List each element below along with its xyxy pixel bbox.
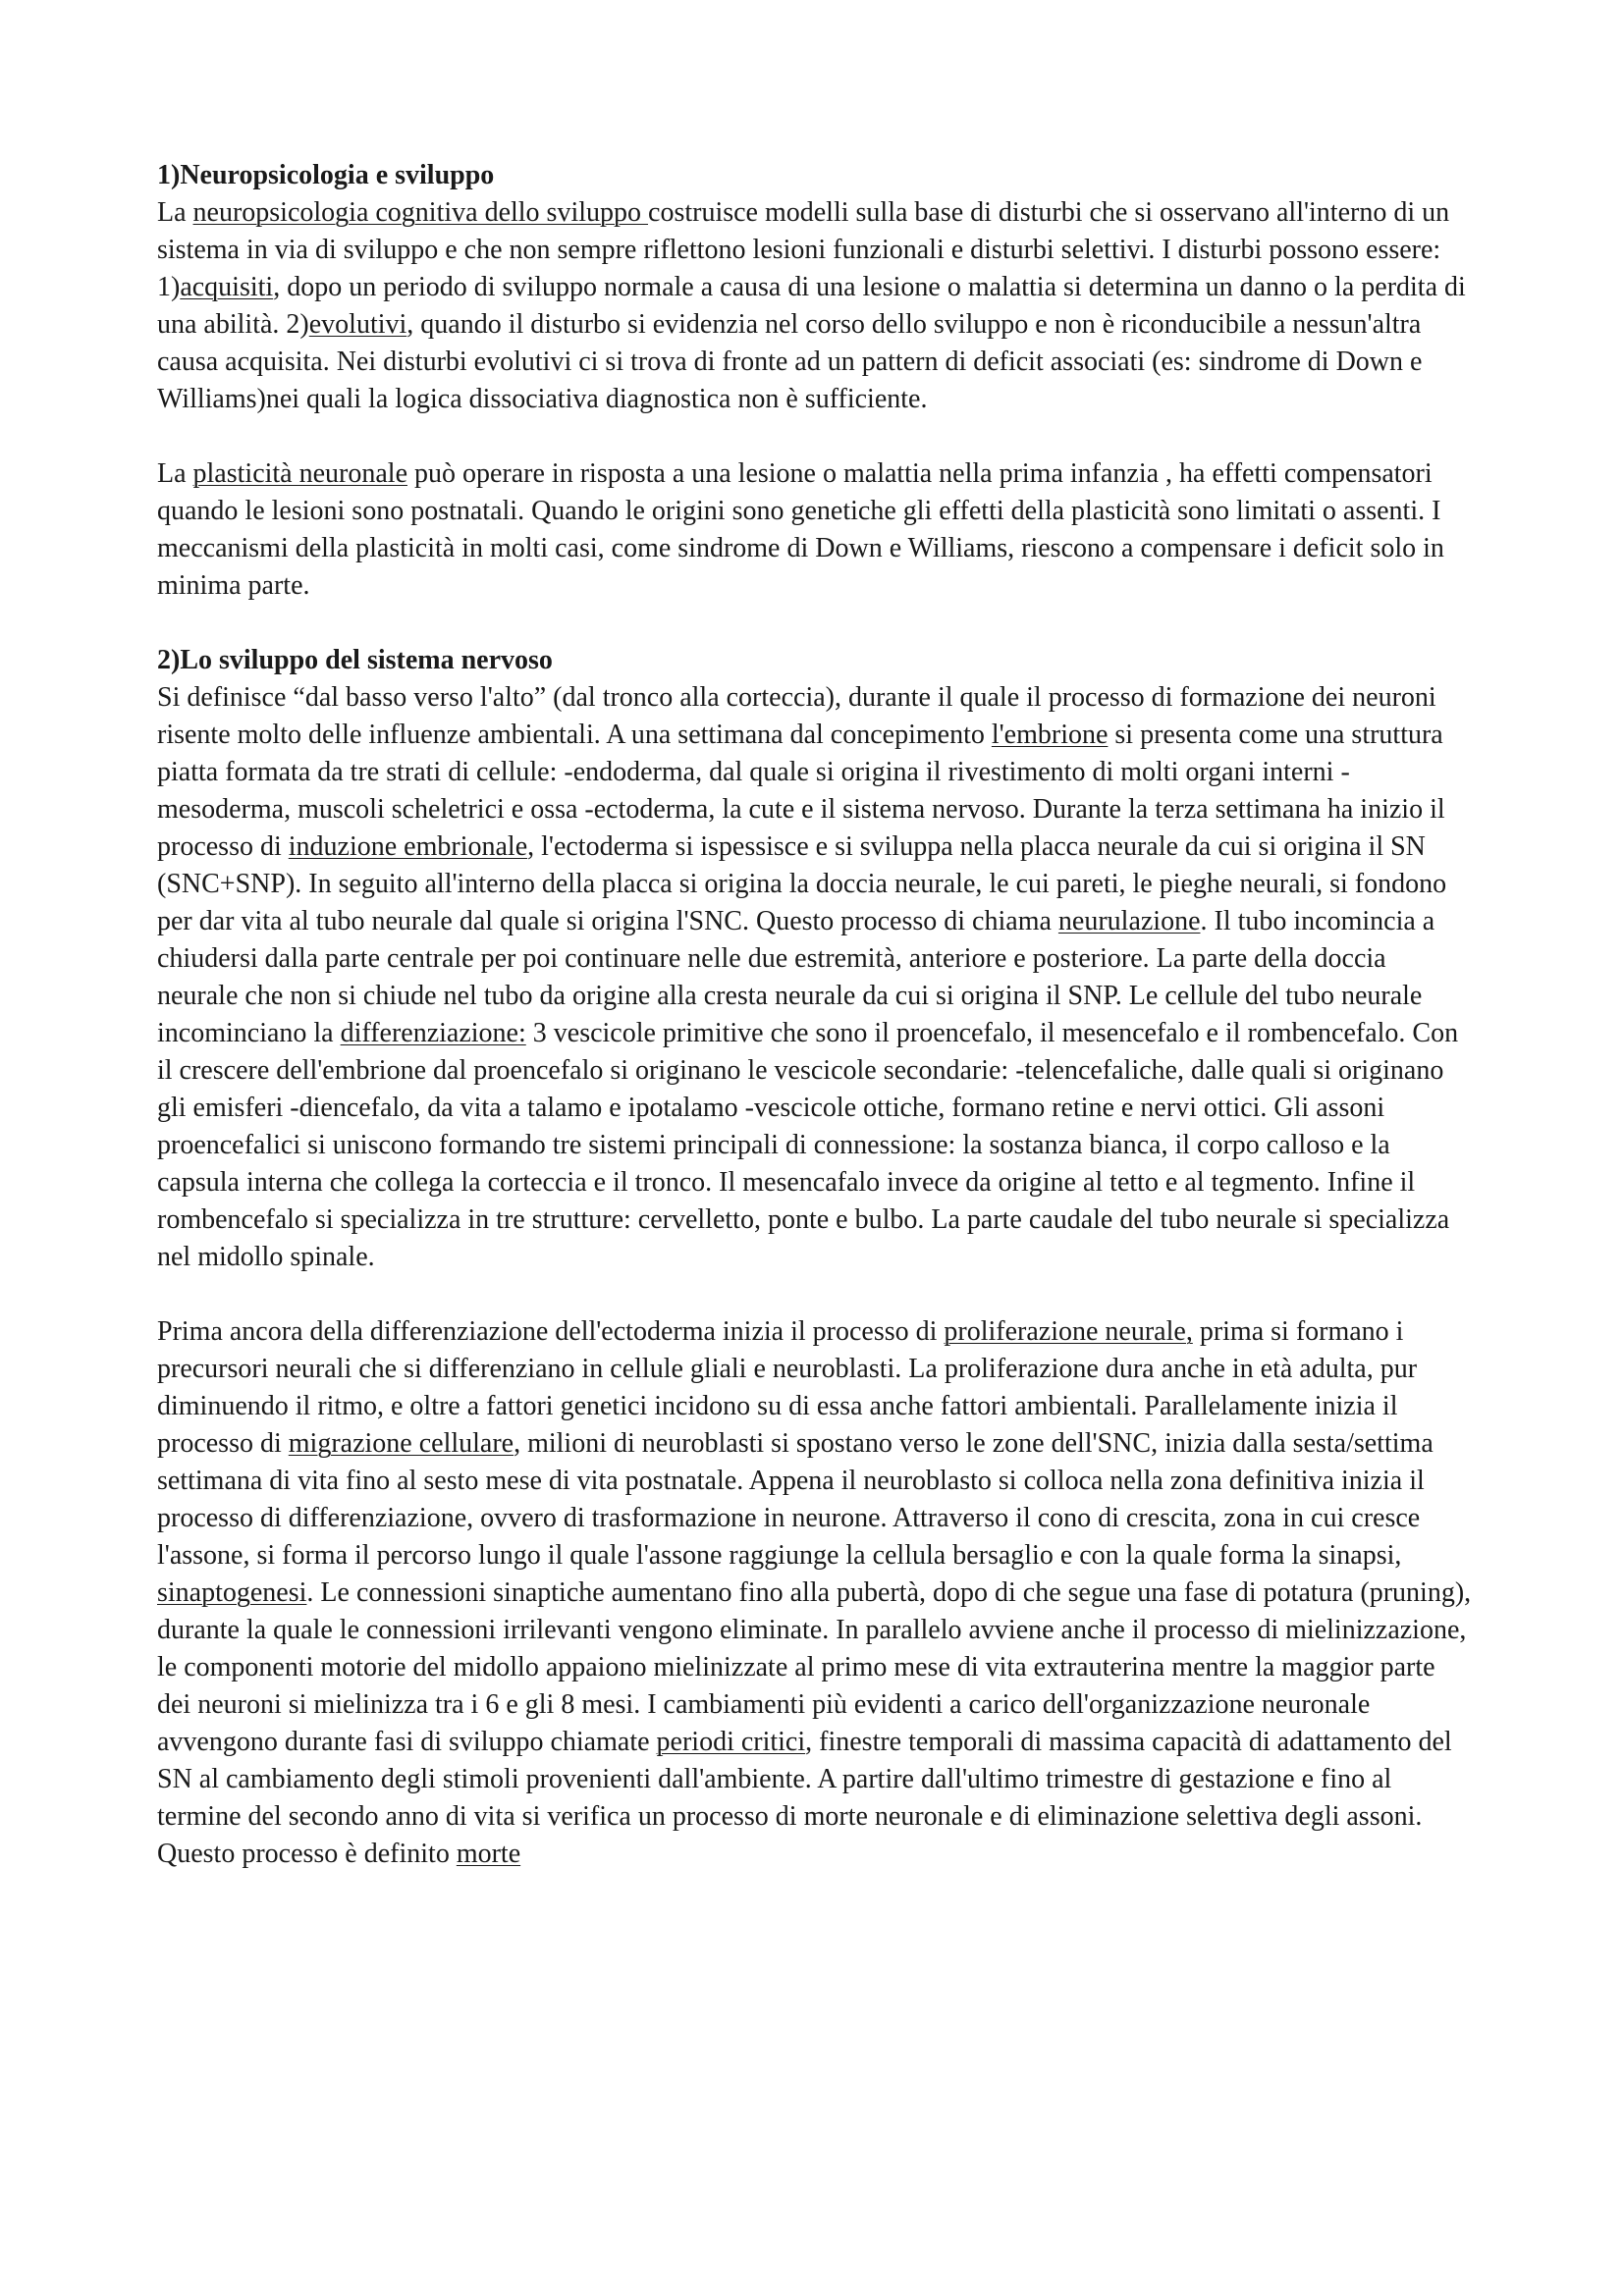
paragraph-gap (157, 418, 1473, 455)
underlined-term: morte (456, 1839, 521, 1869)
section-2-heading: 2)Lo sviluppo del sistema nervoso (157, 645, 553, 675)
section-2-paragraph-2 (157, 1313, 1473, 1873)
underlined-term: differenziazione: (340, 1018, 526, 1048)
paragraph-gap (157, 605, 1473, 642)
underlined-term: plasticità neuronale (192, 458, 407, 489)
text-run: Si definisce “dal basso verso l'alto” (dal tronco alla corteccia), durante il quale il processo di formazione dei neuroni risente molto delle influenze ambientali. A una settimana dal concepimento (157, 682, 1436, 750)
underlined-term: l'embrione (991, 720, 1109, 750)
text-run: può operare in risposta a una lesione o malattia nella prima infanzia , ha effetti compensatori quando le lesioni sono postnatali. Quando le origini sono genetiche gli effetti della plasticità sono limitati o assenti. I meccanismi della plasticità in molti casi, come sindrome di Down e Williams, riescono a compensare i deficit solo in minima parte. (157, 458, 1444, 601)
text-run: , l'ectoderma si ispessisce e si sviluppa nella placca neurale da cui si origina il SN (SNC+SNP). In seguito all'interno della placca si origina la doccia neurale, le cui pareti, le pieghe neurali, si fondono per dar vita al tubo neurale dal quale si origina l'SNC. Questo processo di chiama (157, 831, 1447, 936)
underlined-term: induzione embrionale (288, 831, 528, 862)
text-run: prima si formano i precursori neurali che si differenziano in cellule gliali e neuroblasti. La proliferazione dura anche in età adulta, pur diminuendo il ritmo, e oltre a fattori genetici incidono su di essa anche fattori ambientali. Parallelamente inizia il processo di (157, 1316, 1418, 1459)
text-column (157, 157, 1473, 1873)
underlined-term: neuropsicologia cognitiva dello sviluppo (192, 197, 649, 228)
section-2-paragraph-1 (157, 679, 1473, 1276)
section-1-paragraph-2 (157, 455, 1473, 605)
text-run: La (157, 458, 193, 489)
text-run: 3 vescicole primitive che sono il proencefalo, il mesencefalo e il rombencefalo. Con il crescere dell'embrione dal proencefalo si originano le vescicole secondarie: -telencefaliche, dalle quali si originano gli emisferi -diencefalo, da vita a talamo e ipotalamo -vescicole ottiche, formano retine e nervi ottici. Gli assoni proencefalici si uniscono formando tre sistemi principali di connessione: la sostanza bianca, il corpo calloso e la capsula interna che collega la corteccia e il tronco. Il mesencafalo invece da origine al tetto e al tegmento. Infine il rombencefalo si specializza in tre strutture: cervelletto, ponte e bulbo. La parte caudale del tubo neurale si specializza nel midollo spinale. (157, 1018, 1459, 1272)
text-run: , milioni di neuroblasti si spostano verso le zone dell'SNC, inizia dalla sesta/settima settimana di vita fino al sesto mese di vita postnatale. Appena il neuroblasto si colloca nella zona definitiva inizia il processo di differenziazione, ovvero di trasformazione in neurone. Attraverso il cono di crescita, zona in cui cresce l'assone, si forma il percorso lungo il quale l'assone raggiunge la cellula bersaglio e con la quale forma la sinapsi, (157, 1428, 1434, 1571)
underlined-term: neurulazione (1057, 906, 1201, 936)
text-run: , dopo un periodo di sviluppo normale a causa di una lesione o malattia si determina un danno o la perdita di una abilità. 2) (157, 272, 1466, 340)
underlined-term: proliferazione neurale, (944, 1316, 1193, 1347)
text-run: La (157, 197, 193, 228)
text-run: , finestre temporali di massima capacità di adattamento del SN al cambiamento degli stimoli provenienti dall'ambiente. A partire dall'ultimo trimestre di gestazione e fino al termine del secondo anno di vita si verifica un processo di morte neuronale e di eliminazione selettiva degli assoni. Questo processo è definito (157, 1727, 1452, 1869)
text-run: . Il tubo incomincia a chiudersi dalla parte centrale per poi continuare nelle due estremità, anteriore e posteriore. La parte della doccia neurale che non si chiude nel tubo da origine alla cresta neurale da cui si origina il SNP. Le cellule del tubo neurale incominciano la (157, 906, 1435, 1048)
underlined-term: sinaptogenesi (157, 1577, 307, 1608)
section-1-heading: 1)Neuropsicologia e sviluppo (157, 160, 495, 190)
underlined-term: periodi critici (656, 1727, 806, 1757)
text-run: si presenta come una struttura piatta formata da tre strati di cellule: -endoderma, dal quale si origina il rivestimento di molti organi interni -mesoderma, muscoli scheletrici e ossa -ectoderma, la cute e il sistema nervoso. Durante la terza settimana ha inizio il processo di (157, 720, 1445, 862)
text-run: costruisce modelli sulla base di disturbi che si osservano all'interno di un sistema in via di sviluppo e che non sempre riflettono lesioni funzionali e disturbi selettivi. I disturbi possono essere: 1) (157, 197, 1450, 302)
underlined-term: acquisiti (180, 272, 274, 302)
text-run: , quando il disturbo si evidenzia nel corso dello sviluppo e non è riconducibile a nessun'altra causa acquisita. Nei disturbi evolutivi ci si trova di fronte ad un pattern di deficit associati (es: sindrome di Down e Williams)nei quali la logica dissociativa diagnostica non è sufficiente. (157, 309, 1423, 414)
text-run: Prima ancora della differenziazione dell'ectoderma inizia il processo di (157, 1316, 945, 1347)
underlined-term: migrazione cellulare (288, 1428, 514, 1459)
paragraph-gap (157, 1276, 1473, 1313)
section-1-paragraph-1 (157, 194, 1473, 418)
text-run: . Le connessioni sinaptiche aumentano fino alla pubertà, dopo di che segue una fase di potatura (pruning), durante la quale le connessioni irrilevanti vengono eliminate. In parallelo avviene anche il processo di mielinizzazione, le componenti motorie del midollo appaiono mielinizzate al primo mese di vita extrauterina mentre la maggior parte dei neuroni si mielinizza tra i 6 e gli 8 mesi. I cambiamenti più evidenti a carico dell'organizzazione neuronale avvengono durante fasi di sviluppo chiamate (157, 1577, 1472, 1757)
underlined-term: evolutivi (308, 309, 407, 340)
